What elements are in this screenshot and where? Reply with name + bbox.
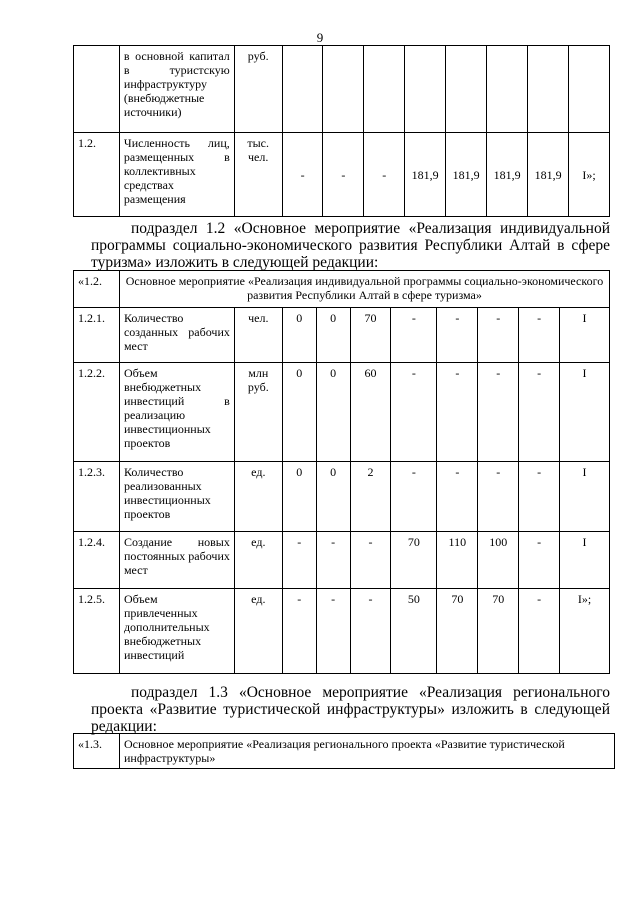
value-cell: - (519, 532, 560, 589)
paragraph-subsection-1-2: подраздел 1.2 «Основное мероприятие «Реализация индивидуальной программы социально-экономического развития Республики Алтай в сфере туризма» изложить в следующей редакции: (91, 220, 610, 271)
indicator-name: Создание новых постоянных рабочих мест (119, 532, 234, 589)
row-number: 1.2.3. (74, 462, 120, 532)
value-cell: 181,9 (405, 133, 446, 217)
value-cell: - (391, 308, 437, 363)
value-cell: 0 (316, 308, 350, 363)
value-cell (446, 46, 487, 133)
value-cell (364, 46, 405, 133)
table-row (74, 589, 610, 674)
value-cell: I (560, 532, 610, 589)
unit: млн руб. (234, 363, 282, 462)
value-cell: 181,9 (446, 133, 487, 217)
table-1-3 (73, 733, 615, 769)
page-number: 9 (316, 30, 324, 45)
value-cell: I»; (569, 133, 610, 217)
unit: ед. (234, 589, 282, 674)
unit: тыс. чел. (234, 133, 282, 217)
table-header-row (74, 734, 615, 769)
value-cell: - (323, 133, 364, 217)
value-cell (282, 46, 323, 133)
value-cell: I (560, 363, 610, 462)
value-cell: 0 (282, 462, 316, 532)
table-row (74, 308, 610, 363)
value-cell (487, 46, 528, 133)
value-cell: - (519, 589, 560, 674)
value-cell: I (560, 462, 610, 532)
value-cell: - (282, 532, 316, 589)
row-number: 1.2. (74, 133, 120, 217)
unit: ед. (234, 462, 282, 532)
section-title: Основное мероприятие «Реализация регионального проекта «Развитие туристической инфраструктуры» (120, 734, 615, 769)
table-1-2 (73, 270, 610, 674)
top-table (73, 45, 610, 217)
value-cell: 110 (437, 532, 478, 589)
value-cell: - (519, 462, 560, 532)
indicator-name: Количество реализованных инвестиционных проектов (119, 462, 234, 532)
value-cell: - (519, 363, 560, 462)
value-cell: - (391, 363, 437, 462)
value-cell: I (560, 308, 610, 363)
row-number: 1.2.5. (74, 589, 120, 674)
table-header-row (74, 271, 610, 308)
value-cell: - (478, 363, 519, 462)
table-row (74, 462, 610, 532)
section-number: «1.2. (74, 271, 120, 308)
indicator-name: Объем привлеченных дополнительных внебюджетных инвестиций (119, 589, 234, 674)
section-number: «1.3. (74, 734, 120, 769)
value-cell: 60 (350, 363, 391, 462)
value-cell: - (316, 589, 350, 674)
row-number: 1.2.4. (74, 532, 120, 589)
indicator-name: Количество созданных рабочих мест (119, 308, 234, 363)
value-cell: - (316, 532, 350, 589)
row-number (74, 46, 120, 133)
value-cell: 70 (391, 532, 437, 589)
value-cell (528, 46, 569, 133)
value-cell: - (437, 462, 478, 532)
row-number: 1.2.1. (74, 308, 120, 363)
value-cell: 70 (478, 589, 519, 674)
value-cell: 0 (282, 308, 316, 363)
section-title: Основное мероприятие «Реализация индивидуальной программы социально-экономического развития Республики Алтай в сфере туризма» (119, 271, 609, 308)
table-row (74, 133, 610, 217)
value-cell: - (437, 363, 478, 462)
value-cell: 0 (316, 462, 350, 532)
value-cell: - (350, 532, 391, 589)
row-number: 1.2.2. (74, 363, 120, 462)
value-cell: 70 (437, 589, 478, 674)
value-cell: - (282, 589, 316, 674)
value-cell: 50 (391, 589, 437, 674)
value-cell: - (478, 308, 519, 363)
value-cell: - (519, 308, 560, 363)
value-cell (323, 46, 364, 133)
unit: ед. (234, 532, 282, 589)
value-cell: - (437, 308, 478, 363)
value-cell (405, 46, 446, 133)
table-row (74, 532, 610, 589)
table-row (74, 363, 610, 462)
indicator-name: Численность лиц, размещенных в коллективных средствах размещения (119, 133, 234, 217)
indicator-name: Объем внебюджетных инвестиций в реализацию инвестиционных проектов (119, 363, 234, 462)
value-cell: - (350, 589, 391, 674)
value-cell (569, 46, 610, 133)
value-cell: 100 (478, 532, 519, 589)
unit: чел. (234, 308, 282, 363)
value-cell: - (282, 133, 323, 217)
value-cell: - (391, 462, 437, 532)
value-cell: 181,9 (487, 133, 528, 217)
unit: руб. (234, 46, 282, 133)
indicator-name: в основной капитал в туристскую инфраструктуру (внебюджетные источники) (119, 46, 234, 133)
value-cell: I»; (560, 589, 610, 674)
value-cell: 0 (316, 363, 350, 462)
table-row (74, 46, 610, 133)
value-cell: 70 (350, 308, 391, 363)
value-cell: 181,9 (528, 133, 569, 217)
value-cell: 0 (282, 363, 316, 462)
value-cell: - (478, 462, 519, 532)
value-cell: 2 (350, 462, 391, 532)
value-cell: - (364, 133, 405, 217)
paragraph-subsection-1-3: подраздел 1.3 «Основное мероприятие «Реализация регионального проекта «Развитие туристической инфраструктуры» изложить в следующей редакции: (91, 684, 610, 735)
